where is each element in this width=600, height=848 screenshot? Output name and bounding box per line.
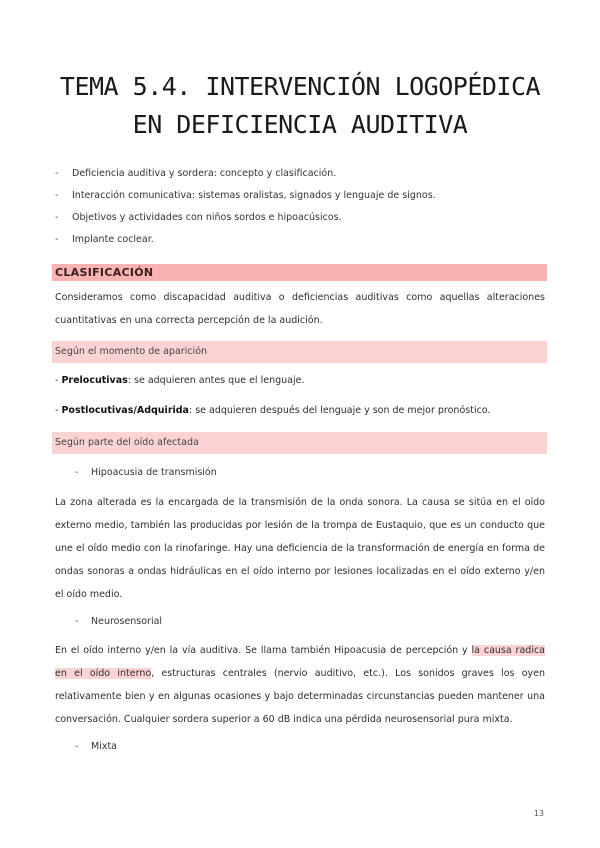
page-number: 13 — [533, 809, 544, 818]
page-title: TEMA 5.4. INTERVENCIÓN LOGOPÉDICA EN DEFICIENCIA AUDITIVA — [59, 72, 541, 139]
section-heading-clasificacion: CLASIFICACIÓN — [55, 266, 154, 279]
postlocutivas-line: - Postlocutivas/Adquirida: se adquieren después del lenguaje y son de mejor pronóstico. — [55, 405, 491, 416]
list-item: - Implante coclear. — [55, 234, 154, 245]
topic-list — [55, 163, 555, 251]
list-item: - Deficiencia auditiva y sordera: concepto y clasificación. — [55, 168, 337, 179]
list-item: - Interacción comunicativa: sistemas oralistas, signados y lenguaje de signos. — [55, 190, 436, 201]
highlighted-text: la causa radica en el oído interno — [55, 645, 546, 679]
neurosensorial-paragraph: En el oído interno y/en la vía auditiva. Se llama también Hipoacusia de percepción y la causa radica en el oído interno, estructuras centrales (nervio auditivo, etc.). Los sonidos graves los oyen relativamente bien y en algunas ocasiones y bajo determinadas circunstancias pueden mantener una conversación. Cualquier sordera superior a 60 dB indica una pérdida neurosensorial pura mixta. — [55, 645, 546, 725]
list-item-mixta: - Mixta — [75, 741, 118, 752]
prelocutivas-term: Prelocutivas — [61, 375, 128, 386]
subheading-momento: Según el momento de aparición — [55, 346, 208, 357]
list-item: - Objetivos y actividades con niños sordos e hipoacúsicos. — [55, 212, 342, 223]
prelocutivas-line: - Prelocutivas: se adquieren antes que el lenguaje. — [55, 375, 305, 386]
list-item-neurosensorial: - Neurosensorial — [75, 616, 163, 627]
transmision-paragraph: La zona alterada es la encargada de la transmisión de la onda sonora. La causa se sitúa en el oído externo medio, también las producidas por lesión de la trompa de Eustaquio, que es un conducto que une el oído medio con la rinofaringe. Hay una deficiencia de la transformación de energía en forma de ondas sonoras a ondas hidráulicas en el oído interno por lesiones localizadas en el oído externo y/en el oído medio. — [55, 497, 545, 600]
subheading-parte: Según parte del oído afectada — [55, 437, 199, 448]
intro-paragraph: Consideramos como discapacidad auditiva o deficiencias auditivas como aquellas alteraciones cuantitativas en una correcta percepción de la audición. — [55, 292, 545, 326]
postlocutivas-term: Postlocutivas/Adquirida — [61, 405, 189, 416]
list-item-transmision: - Hipoacusia de transmisión — [75, 467, 217, 478]
